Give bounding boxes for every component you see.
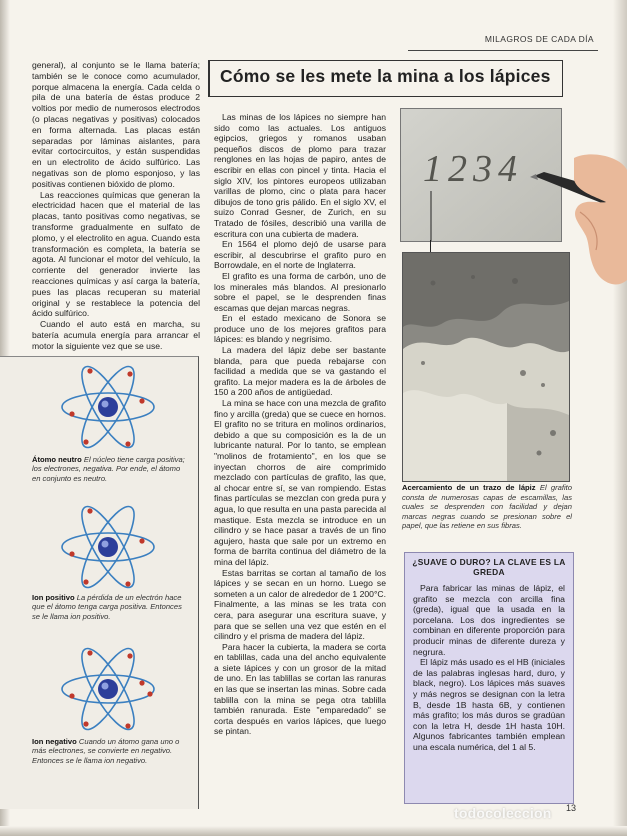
sidebox-body <box>413 583 565 753</box>
figure-caption-label: Acercamiento de un trazo de lápiz <box>402 483 536 492</box>
atom-caption-neutral <box>32 455 188 483</box>
neutral-atom-illustration <box>58 365 158 449</box>
watermark-logo: todocoleccion <box>454 805 552 821</box>
sidebox-title: ¿SUAVE O DURO? LA CLAVE ES LA GREDA <box>412 557 566 578</box>
atom-label: Átomo neutro <box>32 455 82 464</box>
left-paragraph: Las reacciones químicas que generan la electricidad hacen que el material de las placas, tanto positivas como negativas, se transforme gradualmente en sulfato de plomo, y el electrolito en agua. Cuando esta transformación es completa, la batería se agota. Al funcionar el motor del vehículo, la corriente del generador invierte las reacciones químicas y así carga la batería, pues las placas recuperan su material original y se restablece la potencia del ácido sulfúrico. <box>32 189 200 319</box>
body-paragraph: La madera del lápiz debe ser bastante blanda, para que pueda rebajarse con facilidad a medida que se va gastando el grafito. La mejor madera es la de árboles de 150 a 200 años de antigüedad. <box>214 345 386 398</box>
running-header <box>408 36 598 51</box>
graphite-closeup-photo <box>402 252 570 482</box>
section-title: MILAGROS DE CADA DÍA <box>484 34 594 44</box>
body-paragraph: En el estado mexicano de Sonora se produce uno de los mejores grafitos para lápices: es blando y negrísimo. <box>214 313 386 345</box>
body-paragraph: Las minas de los lápices no siempre han sido como las actuales. Los antiguos egipcios, griegos y romanos usaban pequeños discos de plomo para trazar renglones en las hojas de papiro, antes de escribir en ellas con pincel y tinta. Hacia el siglo XIV, los pintores europeos utilizaban varillas de plomo, cinc o plata para hacer dibujos de tono gris pálido. En el siglo XV, el suizo Conrad Gesner, de Zurich, en su Tratado de fósiles, describió una varilla de escritura con una cubierta de madera. <box>214 112 386 239</box>
body-paragraph: Para hacer la cubierta, la madera se corta en tablillas, cada una del ancho equivalente a siete lápices y con un grosor de la mitad de uno. En las tablillas se cortan las ranuras en las que se insertan las minas. Sobre cada tablilla con la mina se pega otra tablilla también ranurada. Este "emparedado" se corta después en varios lápices, que luego se pintan. <box>214 641 386 737</box>
atom-description: El núcleo tiene carga positiva; los electrones, negativa. Por ende, el átomo en conjunto es neutro. <box>32 455 185 483</box>
body-paragraph: El grafito es una forma de carbón, uno de los minerales más blandos. Al presionarlo sobre el papel, se le desprenden finas escamas que dejan marcas negras. <box>214 270 386 313</box>
page-number: 13 <box>566 803 577 813</box>
left-paragraph: general), al conjunto se le llama batería; también se le conoce como acumulador, porque almacena la energía. Cada celda o pila de una batería de éstas produce 2 voltios por medio de numerosos electrodos (o placas negativas y positivas) colocados en forma alternada. Las placas están separadas por láminas aislantes, para evitar cortocircuitos, y están suspendidas en un electrolito de ácido sulfúrico. Las negativas son de plomo esponjoso, y las positivas contienen bióxido de plomo. <box>32 60 200 189</box>
left-paragraph: Cuando el auto está en marcha, su batería acumula energía para arrancar el motor la siguiente vez que se use. <box>32 319 200 351</box>
atom-illustration-panel <box>0 356 199 809</box>
atom-description: La pérdida de un electrón hace que el átomo tenga carga positiva. Entonces se le llama ion positivo. <box>32 593 182 621</box>
article-title-box <box>208 60 563 97</box>
body-paragraph: En 1564 el plomo dejó de usarse para escribir, al descubrirse el grafito puro en Borrowdale, en el norte de Inglaterra. <box>214 239 386 271</box>
atom-label: Ion positivo <box>32 593 75 602</box>
atom-label: Ion negativo <box>32 737 77 746</box>
positive-ion-illustration <box>58 505 158 589</box>
handwritten-numbers: 1234 <box>423 148 523 190</box>
atom-description: Cuando un átomo gana uno o más electrones, se convierte en negativo. Entonces se le llama ion negativo. <box>32 737 180 765</box>
figure-caption-text: El grafito consta de numerosas capas de escamillas, las cuales se desprenden con facilidad y dejan marcas negras cuando se presionan sobre el papel, que las retiene en sus fibras. <box>402 483 573 531</box>
figure-caption <box>402 483 572 531</box>
graphite-texture-illustration <box>403 253 569 481</box>
left-column-text <box>32 60 200 352</box>
atom-caption-positive <box>32 593 188 621</box>
article-title: Cómo se les mete la mina a los lápices <box>220 66 551 86</box>
sidebox-paragraph: Para fabricar las minas de lápiz, el grafito se mezcla con arcilla fina (greda), igual que la usada en la porcelana. Los dos ingredientes se combinan en diferente proporción para producir minas de diferente dureza y negrura. <box>413 583 565 657</box>
body-paragraph: La mina se hace con una mezcla de grafito fino y arcilla (greda) que se cuece en hornos. El grafito no se tritura en molinos ordinarios, debido a que su composición es la de un lubricante natural. Por lo tanto, se emplean "molinos de frotamiento", en los que se inyectan chorros de aire comprimido mezclado con partículas de grafito, las que, al chocar entre sí, se van rompiendo. Estas finas partículas se mezclan con greda pura y agua, lo que resulta en una pasta parecida al mastique. Esta mezcla se introduce en un cilindro y se hace pasar a través de un fino agujero, hasta que sale por un extremo en forma de barrita continua del diámetro de la mina del lápiz. <box>214 398 387 567</box>
atom-caption-negative <box>32 737 188 765</box>
sidebox-paragraph: El lápiz más usado es el HB (iniciales de las palabras inglesas hard, duro, y black, negro). Los lápices más suaves y más negros se designan con la letra B, desde 1B hasta 6B, y contienen más grafito; los más duros se gradúan con la letra H, desde 1H hasta 10H. Algunos fabricantes también emplean una escala numérica, del 1 al 5. <box>413 657 565 752</box>
page-edge-shadow <box>613 0 627 836</box>
middle-column-text <box>214 112 386 737</box>
body-paragraph: Estas barritas se cortan al tamaño de los lápices y se secan en un horno. Luego se someten a un calor de alrededor de 1 200°C. Finalmente, a las minas se les trata con cera, para asegurar una escritura suave, y para que se sellen una vez que estén en el cilindro y el prisma de madera del lápiz. <box>214 567 386 642</box>
negative-ion-illustration <box>58 647 158 731</box>
page-bottom-edge <box>0 826 627 836</box>
hard-or-soft-sidebox <box>404 552 574 804</box>
